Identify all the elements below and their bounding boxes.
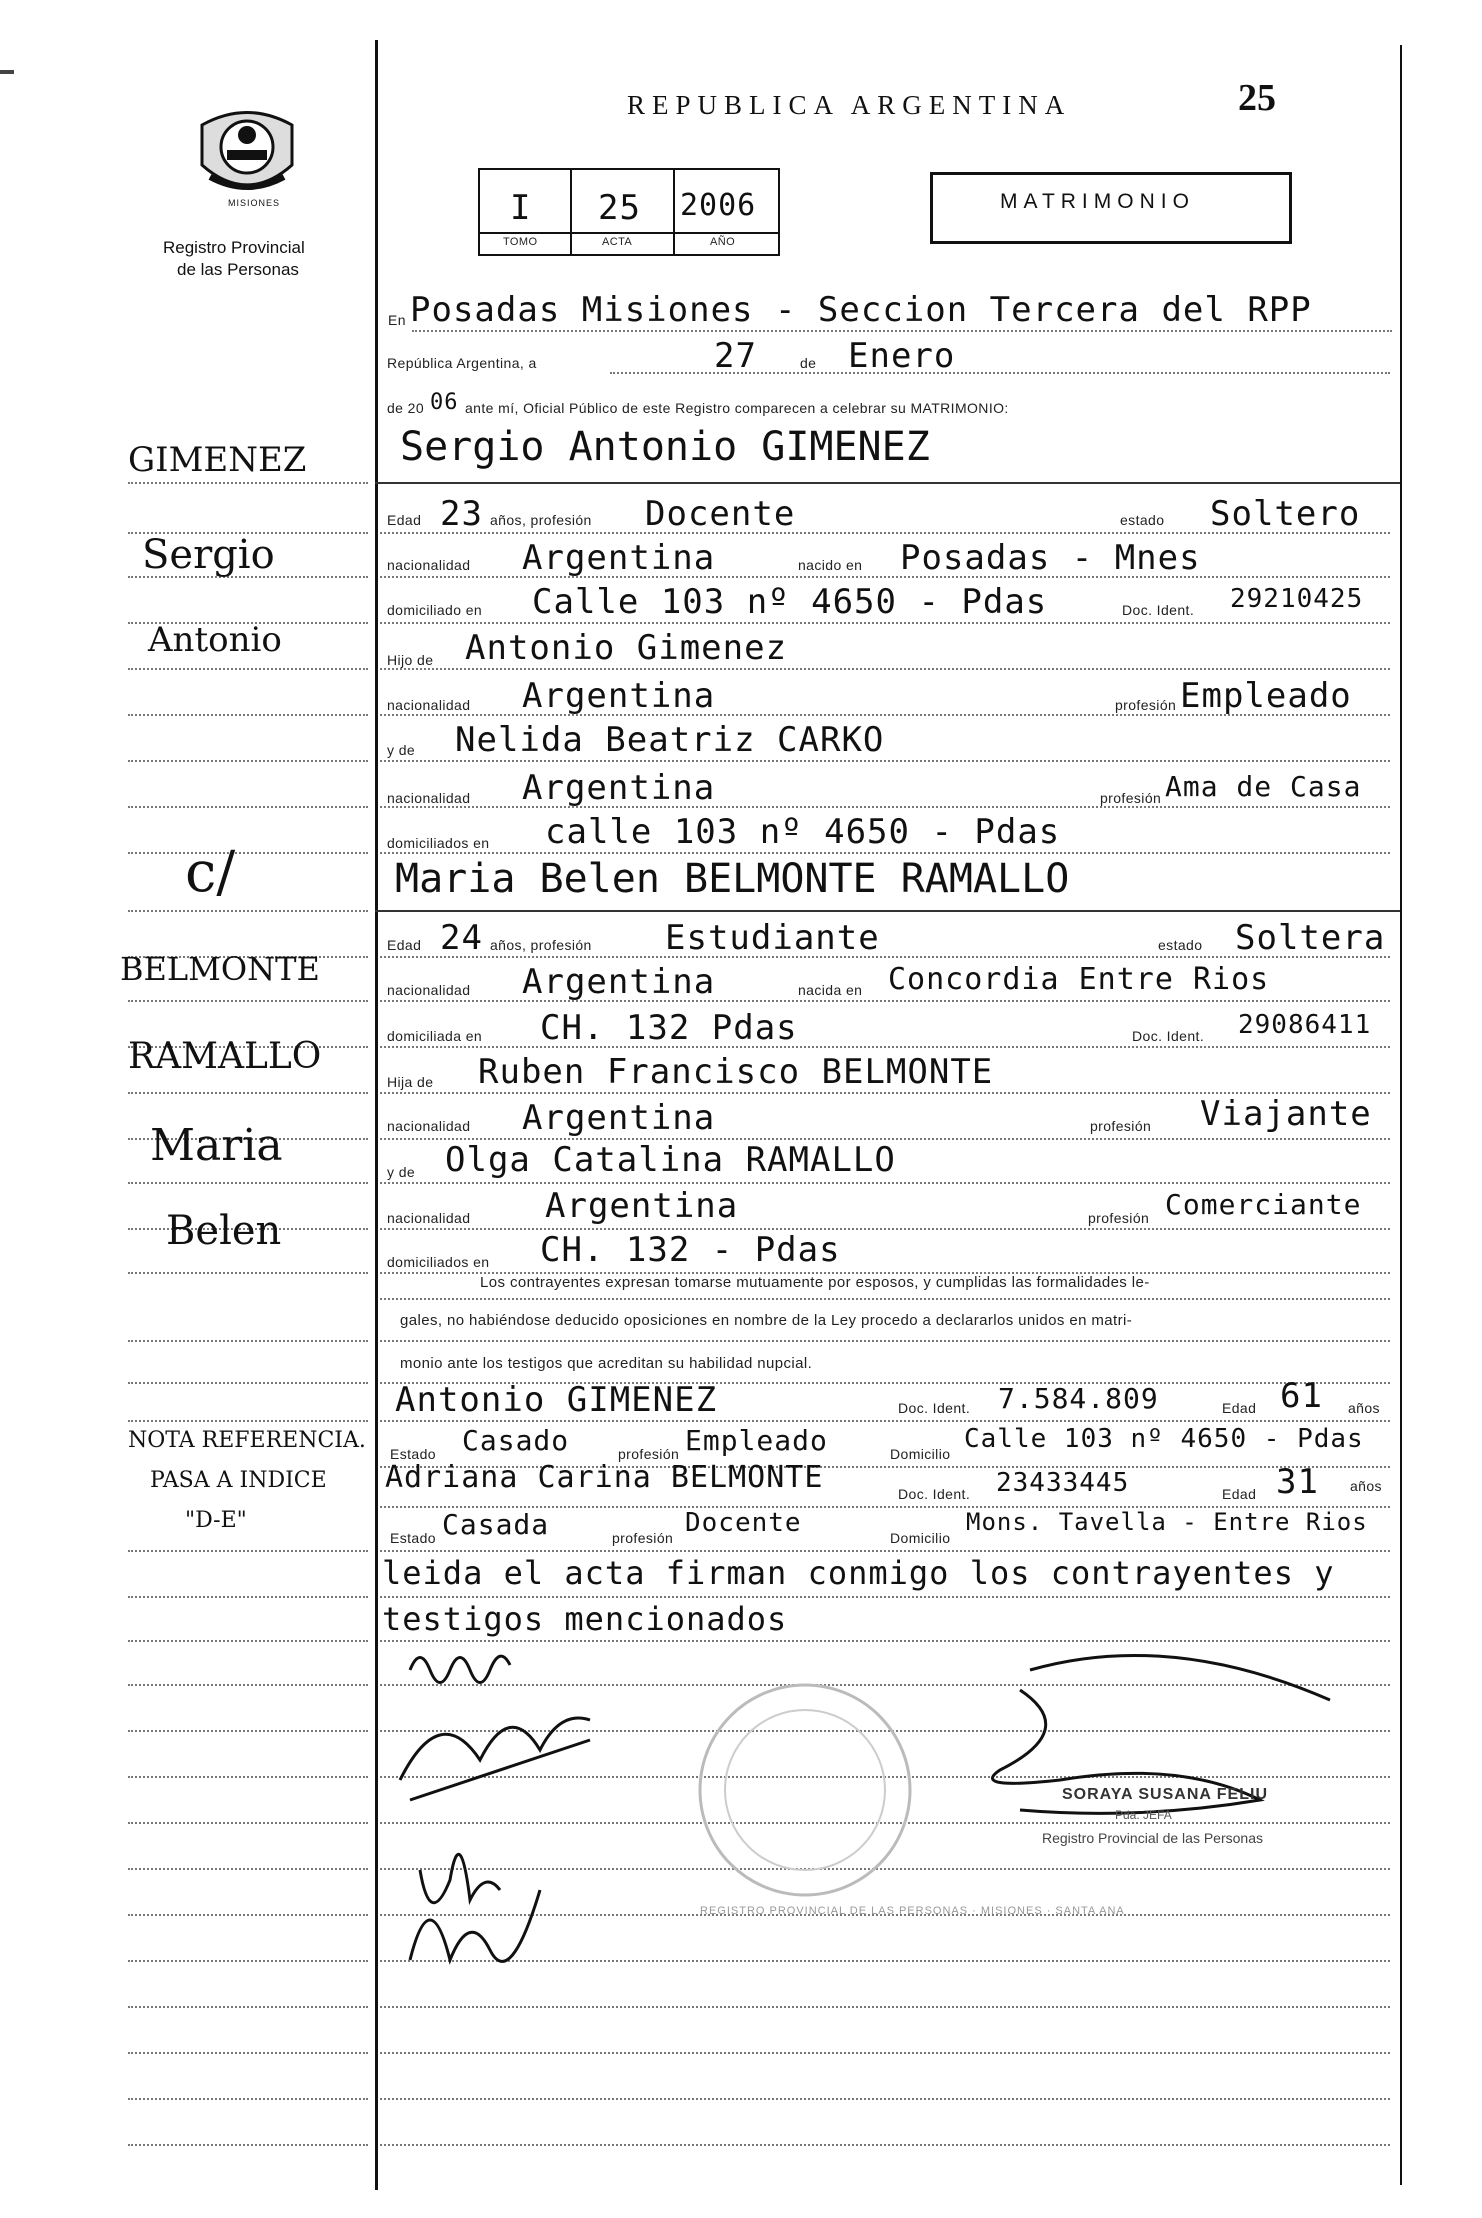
rule: [380, 956, 1390, 958]
bride-address: CH. 132 Pdas: [540, 1008, 798, 1048]
box-divider: [673, 168, 675, 254]
nacido-label: nacido en: [798, 557, 863, 573]
witness-1-status: Casado: [462, 1424, 570, 1457]
y-de-label: y de: [387, 1164, 416, 1180]
anos-label: años: [1348, 1400, 1380, 1416]
official-name: SORAYA SUSANA FELIU: [1062, 1786, 1268, 1803]
groom-doc: 29210425: [1230, 584, 1364, 614]
place: Posadas Misiones - Seccion Tercera del RPP: [410, 290, 1312, 330]
bride-name: Maria Belen BELMONTE RAMALLO: [395, 856, 1070, 902]
estado-label: estado: [1120, 512, 1165, 528]
margin-rule-line: [128, 2098, 368, 2100]
profesion-label: profesión: [1100, 790, 1162, 806]
rule: [380, 714, 1390, 716]
margin-name-ramallo: RAMALLO: [128, 1036, 322, 1077]
witness-1-name: Antonio GIMENEZ: [395, 1380, 718, 1420]
domicilio-label: Domicilio: [890, 1530, 951, 1546]
margin-rule-line: [128, 1092, 368, 1094]
groom-address: Calle 103 nº 4650 - Pdas: [532, 582, 1048, 622]
anos-label: años: [1350, 1478, 1382, 1494]
republica-label: República Argentina, a: [387, 355, 537, 371]
body-text-2: gales, no habiéndose deducido oposiciones en nombre de la Ley procedo a declararlos unidos en matri-: [400, 1312, 1133, 1329]
estado-label: Estado: [390, 1446, 436, 1462]
bride-age: 24: [440, 918, 483, 958]
nacida-label: nacida en: [798, 982, 863, 998]
page-number: 25: [1238, 77, 1276, 119]
nacionalidad-label: nacionalidad: [387, 557, 471, 573]
margin-note-1: NOTA REFERENCIA.: [128, 1428, 366, 1453]
groom-age: 23: [440, 494, 483, 534]
margin-rule-line: [128, 852, 368, 854]
groom-profession: Docente: [645, 494, 796, 534]
ano-value: 2006: [680, 188, 757, 223]
domiciliados-label: domiciliados en: [387, 1254, 490, 1270]
groom-nationality: Argentina: [522, 538, 716, 578]
margin-rule-line: [128, 1000, 368, 1002]
closing-text: leida el acta firman conmigo los contrayentes y testigos mencionados: [382, 1554, 1335, 1638]
doc-label: Doc. Ident.: [898, 1400, 971, 1416]
witness-2-status: Casada: [442, 1508, 550, 1541]
groom-status: Soltero: [1210, 494, 1361, 534]
bride-father-nationality: Argentina: [522, 1098, 716, 1138]
profesion-label: años, profesión: [490, 937, 592, 953]
year-suffix: 06: [430, 390, 459, 415]
bride-status: Soltera: [1235, 918, 1386, 958]
profesion-label: profesión: [612, 1530, 674, 1546]
edad-label: Edad: [387, 937, 422, 953]
box-hdivider: [478, 232, 778, 234]
bride-mother: Olga Catalina RAMALLO: [445, 1140, 896, 1180]
body-text-3: monio ante los testigos que acreditan su habilidad nupcial.: [400, 1355, 813, 1372]
margin-rule-line: [128, 668, 368, 670]
margin-rule-line: [128, 1596, 368, 1598]
margin-note-2: PASA A INDICE: [150, 1468, 327, 1493]
margin-name-gimenez: GIMENEZ: [128, 440, 307, 480]
official-title: Pda. JEFA: [1115, 1808, 1172, 1822]
witness-2-name: Adriana Carina BELMONTE: [385, 1460, 824, 1495]
margin-rule-line: [128, 910, 368, 912]
margin-name-belen: Belen: [166, 1208, 282, 1254]
body-text-1: Los contrayentes expresan tomarse mutuamente por esposos, y cumplidas las formalidades le-: [480, 1274, 1150, 1291]
profesion-label: profesión: [1090, 1118, 1152, 1134]
month: Enero: [848, 336, 956, 376]
doc-label: Doc. Ident.: [1122, 602, 1195, 618]
rule: [380, 1298, 1390, 1300]
margin-rule-line: [128, 1868, 368, 1870]
registry-name: Registro Provincial: [163, 238, 305, 257]
emblem-label: MISIONES: [228, 198, 281, 208]
domiciliado-label: domiciliado en: [387, 602, 483, 618]
margin-rule-line: [128, 1776, 368, 1778]
tomo-label: TOMO: [503, 236, 538, 248]
en-label: En: [388, 312, 406, 328]
profesion-label: profesión: [1115, 697, 1177, 713]
year-prefix: de 20: [387, 400, 425, 416]
bride-nationality: Argentina: [522, 962, 716, 1002]
rule: [375, 482, 1400, 484]
margin-rule-line: [128, 1822, 368, 1824]
rule: [380, 806, 1390, 808]
edad-label: Edad: [1222, 1400, 1257, 1416]
estado-label: estado: [1158, 937, 1203, 953]
groom-parents-address: calle 103 nº 4650 - Pdas: [545, 812, 1061, 852]
acta-value: 25: [598, 188, 641, 228]
margin-name-sergio: Sergio: [142, 532, 275, 578]
rule: [380, 1228, 1390, 1230]
profesion-label: años, profesión: [490, 512, 592, 528]
rule: [380, 576, 1390, 578]
margin-note-3: "D-E": [185, 1508, 247, 1533]
official-org: Registro Provincial de las Personas: [1042, 1830, 1263, 1846]
bride-doc: 29086411: [1238, 1010, 1372, 1040]
witness-2-age: 31: [1276, 1462, 1319, 1502]
country-title: REPUBLICA ARGENTINA: [627, 90, 1072, 120]
rule: [380, 532, 1390, 534]
margin-rule-line: [128, 1914, 368, 1916]
binding-mark: [0, 70, 14, 74]
profesion-label: profesión: [618, 1446, 680, 1462]
groom-mother: Nelida Beatriz CARKO: [455, 720, 885, 760]
groom-father-profession: Empleado: [1180, 676, 1352, 716]
acta-label: ACTA: [602, 236, 633, 248]
nacionalidad-label: nacionalidad: [387, 790, 471, 806]
bride-mother-profession: Comerciante: [1165, 1188, 1362, 1221]
rule: [412, 330, 1392, 332]
groom-name: Sergio Antonio GIMENEZ: [400, 424, 930, 470]
hijo-label: Hijo de: [387, 652, 434, 668]
nacionalidad-label: nacionalidad: [387, 982, 471, 998]
rule: [610, 372, 1390, 374]
domicilio-label: Domicilio: [890, 1446, 951, 1462]
de-label: de: [800, 355, 817, 371]
groom-mother-profession: Ama de Casa: [1165, 770, 1362, 803]
margin-rule-line: [128, 1420, 368, 1422]
hija-label: Hija de: [387, 1074, 434, 1090]
witness-2-address: Mons. Tavella - Entre Rios: [966, 1508, 1368, 1536]
margin-rule-line: [128, 760, 368, 762]
nacionalidad-label: nacionalidad: [387, 1118, 471, 1134]
rule: [380, 1046, 1390, 1048]
margin-rule-line: [128, 1382, 368, 1384]
margin-rule-line: [128, 1730, 368, 1732]
margin-name-maria: Maria: [150, 1120, 283, 1171]
nacionalidad-label: nacionalidad: [387, 1210, 471, 1226]
witness-1-address: Calle 103 nº 4650 - Pdas: [964, 1424, 1364, 1454]
margin-rule-line: [128, 2006, 368, 2008]
witness-1-doc: 7.584.809: [998, 1382, 1159, 1415]
margin-rule-line: [128, 1550, 368, 1552]
rule: [380, 1420, 1390, 1422]
margin-name-antonio: Antonio: [148, 620, 282, 660]
bride-mother-nationality: Argentina: [545, 1186, 739, 1226]
groom-father: Antonio Gimenez: [465, 628, 788, 668]
y-de-label: y de: [387, 742, 416, 758]
day: 27: [714, 336, 757, 376]
bride-profession: Estudiante: [665, 918, 880, 958]
tomo-value: I: [510, 188, 532, 228]
margin-rule-line: [128, 2052, 368, 2054]
ano-label: AÑO: [710, 236, 736, 248]
margin-rule-line: [128, 1182, 368, 1184]
doc-label: Doc. Ident.: [898, 1486, 971, 1502]
margin-rule-line: [128, 482, 368, 484]
margin-name-belmonte: BELMONTE: [120, 950, 320, 988]
nacionalidad-label: nacionalidad: [387, 697, 471, 713]
box-divider: [570, 168, 572, 254]
rule: [380, 1182, 1390, 1184]
rule: [380, 622, 1390, 624]
bride-father-profession: Viajante: [1200, 1094, 1372, 1134]
witness-1-profession: Empleado: [685, 1424, 828, 1457]
bride-father: Ruben Francisco BELMONTE: [478, 1052, 994, 1092]
margin-rule-line: [128, 806, 368, 808]
doc-label: Doc. Ident.: [1132, 1028, 1205, 1044]
edad-label: Edad: [1222, 1486, 1257, 1502]
registry-name-2: de las Personas: [177, 260, 299, 279]
bride-birthplace: Concordia Entre Rios: [888, 962, 1270, 997]
rule: [375, 910, 1400, 912]
domiciliados-label: domiciliados en: [387, 835, 490, 851]
margin-rule-line: [128, 714, 368, 716]
groom-birthplace: Posadas - Mnes: [900, 538, 1201, 578]
groom-mother-nationality: Argentina: [522, 768, 716, 808]
margin-rule-line: [128, 1960, 368, 1962]
province-emblem-icon: [192, 105, 302, 205]
margin-rule-line: [128, 2144, 368, 2146]
statement: ante mí, Oficial Público de este Registro comparecen a celebrar su MATRIMONIO:: [465, 400, 1009, 416]
witness-1-age: 61: [1280, 1376, 1323, 1416]
margin-rule-line: [128, 1340, 368, 1342]
witness-2-doc: 23433445: [996, 1468, 1130, 1498]
right-rule: [1400, 45, 1402, 2185]
rule: [380, 852, 1390, 854]
rule: [380, 668, 1390, 670]
rule: [380, 1596, 1390, 1598]
margin-rule-line: [128, 1640, 368, 1642]
rule: [380, 1340, 1390, 1342]
profesion-label: profesión: [1088, 1210, 1150, 1226]
domiciliada-label: domiciliada en: [387, 1028, 483, 1044]
seal-text: REGISTRO PROVINCIAL DE LAS PERSONAS · MISIONES · SANTA ANA: [700, 1905, 1125, 1917]
bride-parents-address: CH. 132 - Pdas: [540, 1230, 841, 1270]
margin-rule: [375, 40, 378, 2190]
rule: [380, 1000, 1390, 1002]
margin-rule-line: [128, 1272, 368, 1274]
margin-conjunction: c/: [185, 840, 236, 905]
groom-father-nationality: Argentina: [522, 676, 716, 716]
witness-2-profession: Docente: [685, 1508, 802, 1538]
estado-label: Estado: [390, 1530, 436, 1546]
doc-type: MATRIMONIO: [1000, 190, 1195, 213]
edad-label: Edad: [387, 512, 422, 528]
rule: [380, 760, 1390, 762]
margin-rule-line: [128, 1684, 368, 1686]
